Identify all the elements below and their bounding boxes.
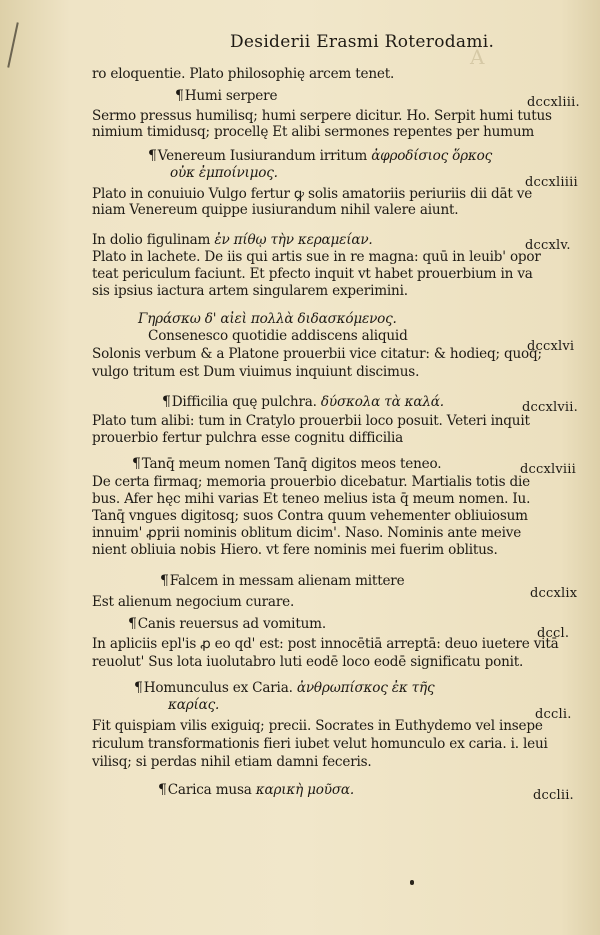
- text-line: Tanq̄ vngues digitosq; suos Contra quum vehementer obliuiosum: [92, 508, 528, 524]
- adage-heading: ¶Difficilia quę pulchra. δύσκολα τὰ καλά.: [162, 394, 444, 410]
- text-line: niam Venereum quippe iusiurandum nihil valere aiunt.: [92, 202, 459, 218]
- adage-heading: ¶Falcem in messam alienam mittere: [160, 573, 405, 589]
- adage-number: dccxlvi: [527, 339, 575, 354]
- text-line: vulgo tritum est Dum viuimus inquiunt discimus.: [92, 364, 420, 380]
- pilcrow-icon: ¶: [134, 680, 143, 696]
- adage-number: dccli.: [535, 707, 572, 722]
- text-line: prouerbio fertur pulchra esse cognitu difficilia: [92, 430, 404, 446]
- text-line: bus. Afer hęc mihi varias Et teneo melius ista q̄ meum nomen. Iu.: [92, 491, 531, 507]
- pilcrow-icon: ¶: [128, 616, 137, 632]
- pilcrow-icon: ¶: [148, 148, 157, 164]
- text-line: teat periculum faciunt. Et pfecto inquit vt habet prouerbium in va: [92, 266, 533, 282]
- ink-speck: [410, 880, 414, 885]
- text-line: De certa firmaq; memoria prouerbio dicebatur. Martialis totis die: [92, 474, 530, 490]
- pilcrow-icon: ¶: [158, 782, 167, 798]
- text-line: riculum transformationis fieri iubet velut homunculo ex caria. i. leui: [92, 736, 548, 752]
- adage-heading: ¶Homunculus ex Caria. ἀνθρωπίσκος ἐκ τῆς: [134, 680, 435, 696]
- adage-number: dccxlv.: [525, 238, 571, 253]
- text-line: In apliciis epl'is ꝓ eo qd' est: post innocētiā arreptā: deuo iuetere vitā: [92, 636, 559, 652]
- adage-heading: In dolio figulinam ἐν πίθῳ τὴν κεραμείαν.: [92, 232, 373, 248]
- pilcrow-icon: ¶: [175, 88, 184, 104]
- adage-number: dccxlix: [530, 586, 578, 601]
- margin-pen-mark: [7, 22, 19, 67]
- adage-heading: ¶Carica musa καρικὴ μοῦσα.: [158, 782, 355, 798]
- adage-number: dccxliiii: [525, 175, 578, 190]
- text-line: Plato in conuiuio Vulgo fertur ꝙ solis amatoriis periuriis dii dāt ve: [92, 186, 533, 202]
- text-line: Plato tum alibi: tum in Cratylo prouerbii loco posuit. Veteri inquit: [92, 413, 530, 429]
- running-head: Desiderii Erasmi Roterodami.: [230, 32, 495, 52]
- adage-number: dccxlviii: [520, 462, 576, 477]
- bleed-through-letter: A: [470, 45, 486, 69]
- greek-line: καρίας.: [168, 697, 220, 713]
- adage-number: dccl.: [537, 626, 570, 641]
- text-line: vilisq; si perdas nihil etiam damni feceris.: [92, 754, 372, 770]
- greek-line: Γηράσκω δ' αἰεὶ πολλὰ διδασκόμενος.: [138, 311, 397, 327]
- text-line: Plato in lachete. De iis qui artis sue in re magna: quū in leuib' opor: [92, 249, 541, 265]
- text-line: Fit quispiam vilis exiguiq; precii. Socrates in Euthydemo vel insepe: [92, 718, 543, 734]
- text-line: nient obliuia nobis Hiero. vt fere nominis mei fuerim oblitus.: [92, 542, 498, 558]
- text-line: sis ipsius iactura artem singularem experimini.: [92, 283, 408, 299]
- adage-number: dccxliii.: [527, 95, 580, 110]
- text-line: Solonis verbum & a Platone prouerbii vice citatur: & hodieq; quoq;: [92, 346, 542, 362]
- pilcrow-icon: ¶: [160, 573, 169, 589]
- pilcrow-icon: ¶: [132, 456, 141, 472]
- text-line: innuim' ꝓprii nominis oblitum dicim'. Naso. Nominis ante meive: [92, 525, 522, 541]
- adage-heading: ¶Venereum Iusiurandum irritum ἀφροδίσιος ὅρκος: [148, 148, 493, 164]
- text-line: ro eloquentie. Plato philosophię arcem tenet.: [92, 66, 395, 82]
- text-line: reuolut' Sus lota iuolutabro luti eodē loco eodē significatu ponit.: [92, 654, 524, 670]
- text-line: Est alienum negocium curare.: [92, 594, 295, 610]
- adage-number: dcclii.: [533, 788, 574, 803]
- greek-line: οὐκ ἐμποίνιμος.: [170, 165, 278, 181]
- adage-heading: ¶Humi serpere: [175, 88, 278, 104]
- adage-heading: ¶Canis reuersus ad vomitum.: [128, 616, 326, 632]
- text-line: nimium timidusq; procellę Et alibi sermones repentes per humum: [92, 124, 535, 140]
- text-line: Sermo pressus humilisq; humi serpere dicitur. Ho. Serpit humi tutus: [92, 108, 552, 124]
- adage-heading: Consenesco quotidie addiscens aliquid: [148, 328, 408, 344]
- adage-heading: ¶Tanq̄ meum nomen Tanq̄ digitos meos teneo.: [132, 456, 442, 472]
- pilcrow-icon: ¶: [162, 394, 171, 410]
- adage-number: dccxlvii.: [522, 400, 578, 415]
